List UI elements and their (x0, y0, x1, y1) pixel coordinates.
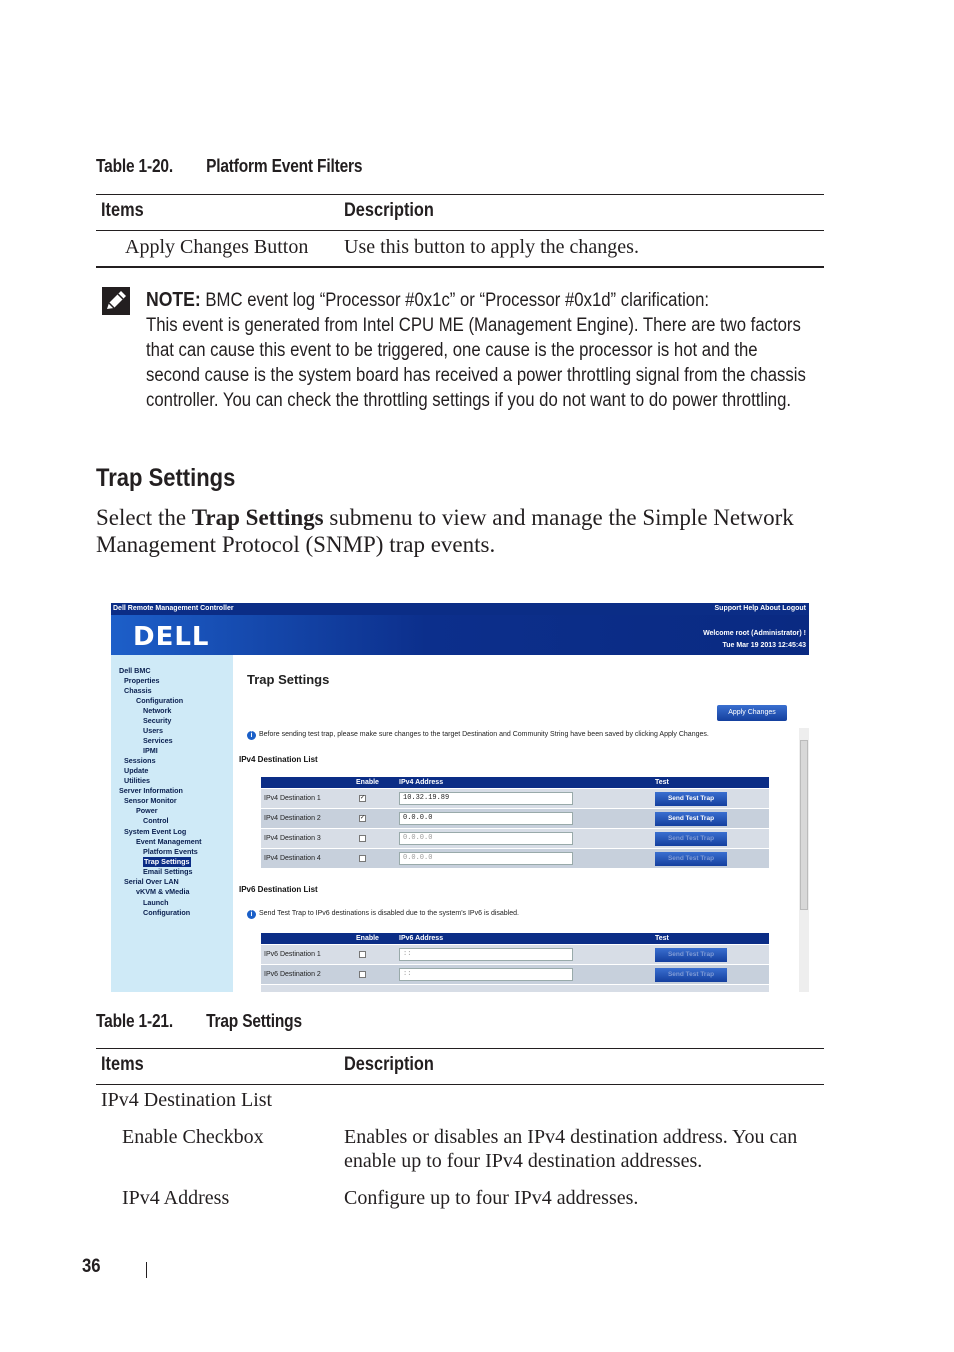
app-title: Dell Remote Management Controller (113, 605, 234, 612)
table-row (261, 828, 769, 848)
nav-item[interactable]: Update (124, 766, 149, 775)
scrollbar-thumb[interactable] (800, 740, 808, 910)
note-line1: BMC event log “Processor #0x1c” or “Processor #0x1d” clarification: (205, 290, 710, 311)
nav-item[interactable]: Chassis (124, 686, 152, 695)
row-label: IPv4 Destination 2 (264, 815, 321, 822)
note-label: NOTE: (146, 289, 201, 311)
enable-checkbox[interactable] (359, 835, 366, 842)
page-number: 36 (82, 1256, 101, 1277)
section-heading: Trap Settings (96, 464, 236, 492)
nav-item[interactable]: Sessions (124, 756, 156, 765)
nav-item[interactable]: Configuration (143, 908, 191, 917)
note-text (146, 288, 815, 413)
table-cell-item: IPv4 Address (122, 1187, 230, 1209)
table-title: Platform Event Filters (206, 156, 363, 176)
info-icon: i (247, 910, 256, 919)
nav-item[interactable]: Configuration (136, 696, 184, 705)
info-text: Send Test Trap to IPv6 destinations is disabled due to the system's IPv6 is disabled. (259, 910, 519, 917)
banner (111, 615, 809, 655)
table-title: Trap Settings (206, 1011, 302, 1031)
folio-divider (146, 1262, 147, 1278)
main-panel (233, 655, 809, 992)
table-cell-item: Enable Checkbox (122, 1126, 264, 1148)
header-enable: Enable (356, 935, 379, 942)
table-rule (96, 1084, 824, 1085)
intro-bold: Trap Settings (191, 505, 324, 530)
table-number: Table 1-21. (96, 1011, 173, 1031)
info-message (247, 910, 519, 919)
ipv4-address-input[interactable]: 10.32.19.89 (399, 792, 573, 805)
table-cell-description: Configure up to four IPv4 addresses. (344, 1187, 639, 1209)
nav-item[interactable]: Utilities (124, 776, 150, 785)
intro-pre: Select the (96, 505, 192, 530)
table-row (261, 944, 769, 964)
column-header-description: Description (344, 1054, 434, 1075)
ipv6-list-title: IPv6 Destination List (239, 885, 318, 894)
ipv6-address-input[interactable]: :: (399, 968, 573, 981)
nav-item[interactable]: Server Information (119, 786, 183, 795)
enable-checkbox[interactable] (359, 971, 366, 978)
row-label: IPv4 Destination 3 (264, 835, 321, 842)
nav-item[interactable]: vKVM & vMedia (136, 887, 190, 896)
row-label: IPv6 Destination 2 (264, 971, 321, 978)
table-row (261, 808, 769, 828)
info-text: Before sending test trap, please make sure changes to the target Destination and Community String have been saved by clicking Apply Changes. (259, 731, 709, 738)
table-header (261, 777, 769, 788)
nav-item[interactable]: Services (143, 736, 173, 745)
send-test-trap-button[interactable]: Send Test Trap (655, 852, 727, 866)
nav-item[interactable]: IPMI (143, 746, 158, 755)
note-body: This event is generated from Intel CPU ME (Management Engine). There are two factors that can cause this event to be triggered, one cause is the processor is hot and the second cause is the system board has received a power throttling signal from the chassis controller. You can check the throttling settings if you do not want to do power throttling. (146, 315, 806, 411)
intro-paragraph (96, 504, 836, 558)
ipv6-table (261, 933, 769, 992)
table-cell-description: Use this button to apply the changes. (344, 236, 639, 258)
table-cell-description: Enables or disables an IPv4 destination address. You can enable up to four IPv4 destination addresses. (344, 1126, 798, 1172)
nav-item[interactable]: Sensor Monitor (124, 796, 177, 805)
note-pencil-icon (101, 286, 131, 316)
row-label: IPv4 Destination 1 (264, 795, 321, 802)
nav-item[interactable]: Event Management (136, 837, 202, 846)
column-header-description: Description (344, 200, 434, 221)
table-number: Table 1-20. (96, 156, 173, 176)
datetime: Tue Mar 19 2013 12:45:43 (722, 642, 806, 649)
enable-checkbox[interactable] (359, 951, 366, 958)
nav-item[interactable]: Security (143, 716, 172, 725)
header-test: Test (655, 779, 669, 786)
send-test-trap-button[interactable]: Send Test Trap (655, 832, 727, 846)
header-address: IPv4 Address (399, 779, 444, 786)
nav-item[interactable]: System Event Log (124, 827, 187, 836)
table-row (261, 848, 769, 868)
table-row (261, 964, 769, 984)
ipv4-address-input[interactable]: 0.0.0.0 (399, 832, 573, 845)
column-header-items: Items (101, 1054, 144, 1075)
send-test-trap-button[interactable]: Send Test Trap (655, 792, 727, 806)
welcome-text: Welcome root (Administrator) ! (703, 630, 806, 637)
ipv6-address-input[interactable]: :: (399, 948, 573, 961)
ipv4-address-input[interactable]: 0.0.0.0 (399, 852, 573, 865)
send-test-trap-button[interactable]: Send Test Trap (655, 968, 727, 982)
apply-changes-button[interactable]: Apply Changes (717, 705, 787, 721)
page-title: Trap Settings (247, 672, 330, 687)
table-group-heading: IPv4 Destination List (101, 1089, 273, 1111)
nav-item[interactable]: Email Settings (143, 867, 193, 876)
table-caption (96, 156, 362, 177)
send-test-trap-button[interactable]: Send Test Trap (655, 812, 727, 826)
send-test-trap-button[interactable]: Send Test Trap (655, 948, 727, 962)
info-message (247, 731, 709, 740)
table-rule (96, 266, 824, 268)
sidebar-nav (111, 655, 233, 992)
table-row (261, 984, 769, 992)
scrollbar[interactable] (799, 728, 809, 992)
dell-logo: DELL (133, 622, 210, 652)
nav-item[interactable]: Properties (124, 676, 160, 685)
nav-item[interactable]: Dell BMC (119, 666, 151, 675)
table-rule (96, 194, 824, 195)
table-rule (96, 1048, 824, 1049)
header-test: Test (655, 935, 669, 942)
table-rule (96, 230, 824, 231)
ipv4-address-input[interactable]: 0.0.0.0 (399, 812, 573, 825)
welcome-block (703, 628, 806, 652)
nav-item[interactable]: Launch (143, 898, 169, 907)
intro-post: submenu to view and manage the Simple Network Management Protocol (SNMP) trap events. (96, 505, 794, 557)
nav-item[interactable]: Serial Over LAN (124, 877, 179, 886)
nav-item[interactable]: Users (143, 726, 163, 735)
table-header (261, 933, 769, 944)
enable-checkbox[interactable]: ✓ (360, 795, 366, 801)
trap-settings-screenshot (111, 603, 809, 992)
column-header-items: Items (101, 200, 144, 221)
nav-item[interactable]: Platform Events (143, 847, 198, 856)
table-caption (96, 1011, 302, 1032)
nav-item-selected[interactable]: Trap Settings (144, 857, 190, 866)
row-label: IPv4 Destination 4 (264, 855, 321, 862)
nav-item[interactable]: Network (143, 706, 172, 715)
top-bar (111, 603, 809, 615)
top-links[interactable]: Support Help About Logout (714, 605, 806, 612)
table-cell-item: Apply Changes Button (125, 236, 309, 258)
table-row (261, 788, 769, 808)
nav-item[interactable]: Control (143, 816, 169, 825)
header-enable: Enable (356, 779, 379, 786)
enable-checkbox[interactable] (359, 855, 366, 862)
info-icon: i (247, 731, 256, 740)
nav-item[interactable]: Power (136, 806, 158, 815)
ipv4-list-title: IPv4 Destination List (239, 755, 318, 764)
row-label: IPv6 Destination 1 (264, 951, 321, 958)
header-address: IPv6 Address (399, 935, 444, 942)
ipv4-table (261, 777, 769, 868)
enable-checkbox[interactable]: ✓ (360, 815, 366, 821)
